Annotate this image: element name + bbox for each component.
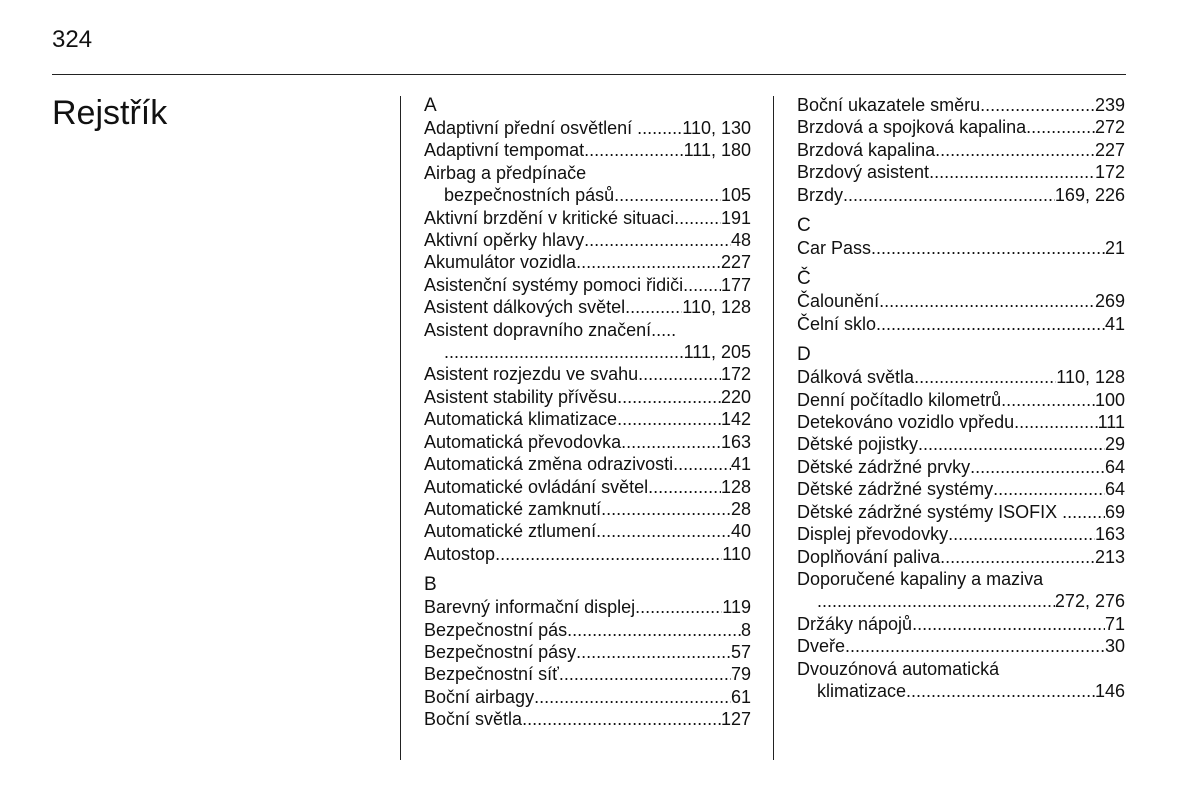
index-term: Dálková světla bbox=[797, 367, 915, 388]
index-pages: 146 bbox=[1094, 680, 1125, 701]
leader-dots bbox=[584, 229, 731, 251]
index-term: Bezpečnostní pásy bbox=[424, 641, 577, 662]
page-number: 324 bbox=[52, 26, 93, 53]
leader-dots bbox=[614, 184, 721, 206]
index-pages: 41 bbox=[1104, 313, 1125, 334]
index-term: Bezpečnostní síť bbox=[424, 664, 559, 685]
index-entry bbox=[797, 635, 1125, 657]
index-term: Dětské zádržné systémy ISOFIX . bbox=[797, 501, 1068, 522]
index-term: Brzdový asistent bbox=[797, 162, 930, 183]
index-term: Boční ukazatele směru bbox=[797, 95, 981, 115]
leader-dots bbox=[635, 596, 722, 618]
index-entry bbox=[424, 386, 751, 408]
leader-dots bbox=[642, 117, 682, 139]
page-title: Rejstřík bbox=[52, 94, 168, 132]
index-term: Brzdová kapalina bbox=[797, 139, 936, 160]
index-pages: 111, 180 bbox=[683, 140, 751, 161]
index-term: Denní počítadlo kilometrů bbox=[797, 389, 1002, 410]
column-divider-right bbox=[773, 96, 774, 760]
index-entry bbox=[424, 663, 751, 685]
leader-dots bbox=[1026, 116, 1095, 138]
section-letter: C bbox=[797, 215, 811, 237]
index-pages: 163 bbox=[1094, 524, 1125, 545]
leader-dots bbox=[929, 161, 1095, 183]
leader-dots bbox=[912, 613, 1105, 635]
section-letter: B bbox=[424, 574, 437, 596]
index-entry bbox=[424, 117, 751, 139]
index-term: Dětské zádržné prvky bbox=[797, 456, 971, 477]
index-term: Brzdy bbox=[797, 184, 844, 205]
index-term: Držáky nápojů bbox=[797, 613, 913, 634]
leader-dots bbox=[495, 543, 722, 565]
index-entry: Dvouzónová automatická bbox=[797, 658, 1000, 679]
leader-dots bbox=[993, 478, 1105, 500]
leader-dots bbox=[843, 184, 1055, 206]
leader-dots bbox=[625, 296, 682, 318]
index-entry bbox=[424, 708, 751, 730]
index-pages: 21 bbox=[1104, 238, 1125, 259]
index-pages: 61 bbox=[730, 686, 751, 707]
index-entry bbox=[797, 456, 1125, 478]
index-pages: 28 bbox=[730, 498, 751, 519]
index-term: Displej převodovky bbox=[797, 524, 949, 545]
leader-dots bbox=[679, 207, 721, 229]
index-term: Asistent dálkových světel bbox=[424, 297, 626, 318]
leader-dots bbox=[673, 453, 731, 475]
index-entry bbox=[797, 680, 1125, 702]
index-entry bbox=[797, 546, 1125, 568]
leader-dots bbox=[914, 366, 1056, 388]
index-term: Dveře bbox=[797, 636, 846, 657]
leader-dots bbox=[1067, 501, 1105, 523]
index-entry: Asistent dopravního značení..... bbox=[424, 319, 677, 340]
index-pages: 269 bbox=[1094, 291, 1125, 312]
index-term: klimatizace bbox=[817, 680, 907, 701]
index-term: Adaptivní přední osvětlení . bbox=[424, 118, 643, 138]
index-entry bbox=[797, 290, 1125, 312]
index-entry bbox=[797, 478, 1125, 500]
index-entry bbox=[797, 184, 1125, 206]
index-pages: 110, 128 bbox=[682, 297, 751, 318]
index-pages: 227 bbox=[1094, 139, 1125, 160]
index-entry bbox=[424, 229, 751, 251]
index-term: Doplňování paliva bbox=[797, 546, 941, 567]
index-pages: 110 bbox=[722, 543, 751, 564]
index-pages: 142 bbox=[720, 409, 751, 430]
leader-dots bbox=[1014, 411, 1097, 433]
index-entry bbox=[424, 543, 751, 565]
leader-dots bbox=[876, 313, 1105, 335]
index-term: Car Pass bbox=[797, 238, 872, 259]
leader-dots bbox=[683, 274, 721, 296]
index-pages: 272 bbox=[1094, 117, 1125, 138]
leader-dots bbox=[559, 663, 731, 685]
leader-dots bbox=[584, 139, 684, 161]
index-term: Boční světla bbox=[424, 709, 523, 730]
section-letter: D bbox=[797, 344, 811, 366]
index-term: Dětské pojistky bbox=[797, 434, 919, 455]
leader-dots bbox=[567, 619, 741, 641]
leader-dots bbox=[601, 498, 731, 520]
index-entry bbox=[797, 116, 1125, 138]
index-entry bbox=[424, 498, 751, 520]
index-term: Adaptivní tempomat bbox=[424, 140, 585, 161]
index-term: Čelní sklo bbox=[797, 313, 877, 334]
index-entry bbox=[797, 139, 1125, 161]
column-divider-left bbox=[400, 96, 401, 760]
index-pages: 64 bbox=[1104, 456, 1125, 477]
index-entry: Airbag a předpínače bbox=[424, 162, 587, 183]
index-entry bbox=[424, 431, 751, 453]
leader-dots bbox=[871, 237, 1105, 259]
index-entry bbox=[797, 237, 1125, 259]
index-entry bbox=[424, 363, 751, 385]
index-entry bbox=[424, 476, 751, 498]
index-entry bbox=[424, 139, 751, 161]
leader-dots bbox=[648, 476, 721, 498]
index-pages: 128 bbox=[720, 476, 751, 497]
index-term: Automatické zamknutí bbox=[424, 498, 602, 519]
index-entry bbox=[797, 94, 1125, 116]
index-pages: 163 bbox=[720, 431, 751, 452]
index-term: Dětské zádržné systémy bbox=[797, 479, 994, 500]
leader-dots bbox=[1001, 389, 1095, 411]
index-term: Automatické ovládání světel bbox=[424, 476, 649, 497]
index-pages: 48 bbox=[730, 230, 751, 251]
leader-dots bbox=[879, 290, 1095, 312]
leader-dots bbox=[817, 590, 1055, 612]
leader-dots bbox=[621, 431, 721, 453]
index-column-1 bbox=[424, 94, 751, 731]
index-entry bbox=[424, 274, 751, 296]
index-pages: 177 bbox=[720, 274, 751, 295]
index-pages: 79 bbox=[730, 664, 751, 685]
leader-dots bbox=[534, 686, 731, 708]
index-entry bbox=[424, 251, 751, 273]
index-term: Asistent rozjezdu ve svahu bbox=[424, 364, 639, 385]
section-letter: Č bbox=[797, 268, 811, 290]
leader-dots bbox=[940, 546, 1095, 568]
index-term: Asistent stability přívěsu bbox=[424, 386, 618, 407]
leader-dots bbox=[845, 635, 1105, 657]
index-term: Aktivní opěrky hlavy bbox=[424, 230, 585, 251]
index-pages: 41 bbox=[730, 454, 751, 475]
index-pages: 111 bbox=[1097, 412, 1125, 433]
index-pages: 69 bbox=[1104, 501, 1125, 522]
index-term: Aktivní brzdění v kritické situaci. bbox=[424, 207, 680, 228]
leader-dots bbox=[576, 251, 721, 273]
index-entry bbox=[424, 453, 751, 475]
index-pages: 127 bbox=[720, 709, 751, 730]
leader-dots bbox=[444, 341, 684, 363]
leader-dots bbox=[638, 363, 721, 385]
index-entry bbox=[797, 501, 1125, 523]
section-letter: A bbox=[424, 95, 437, 116]
leader-dots bbox=[935, 139, 1095, 161]
index-pages: 100 bbox=[1094, 389, 1125, 410]
leader-dots bbox=[906, 680, 1095, 702]
header-rule bbox=[52, 74, 1126, 75]
index-pages: 119 bbox=[722, 597, 751, 618]
index-term: Automatická převodovka bbox=[424, 431, 622, 452]
index-term: Detekováno vozidlo vpředu bbox=[797, 412, 1015, 433]
leader-dots bbox=[948, 523, 1095, 545]
index-pages: 172 bbox=[720, 364, 751, 385]
index-pages: 110, 128 bbox=[1056, 367, 1125, 388]
index-term: bezpečnostních pásů bbox=[444, 185, 615, 206]
index-pages: 220 bbox=[720, 386, 751, 407]
index-entry bbox=[424, 341, 751, 363]
index-pages: 71 bbox=[1104, 613, 1125, 634]
index-entry: Doporučené kapaliny a maziva bbox=[797, 568, 1044, 589]
index-pages: 40 bbox=[730, 521, 751, 542]
index-pages: 169, 226 bbox=[1054, 184, 1125, 205]
index-term: Akumulátor vozidla bbox=[424, 252, 577, 273]
index-entry bbox=[797, 389, 1125, 411]
index-entry bbox=[424, 184, 751, 206]
index-entry bbox=[797, 590, 1125, 612]
leader-dots bbox=[970, 456, 1105, 478]
index-entry bbox=[797, 161, 1125, 183]
index-entry bbox=[424, 296, 751, 318]
index-entry bbox=[797, 366, 1125, 388]
index-entry bbox=[797, 411, 1125, 433]
index-term: Automatická změna odrazivosti bbox=[424, 454, 674, 475]
index-pages: 105 bbox=[720, 185, 751, 206]
index-pages: 64 bbox=[1104, 479, 1125, 500]
leader-dots bbox=[522, 708, 721, 730]
index-entry bbox=[797, 523, 1125, 545]
index-entry bbox=[424, 207, 751, 229]
index-pages: 191 bbox=[720, 207, 751, 228]
index-pages: 213 bbox=[1094, 546, 1125, 567]
index-term: Barevný informační displej bbox=[424, 597, 636, 618]
leader-dots bbox=[980, 94, 1095, 116]
index-entry bbox=[797, 433, 1125, 455]
index-entry bbox=[424, 520, 751, 542]
index-pages: 8 bbox=[740, 619, 751, 640]
index-entry bbox=[424, 408, 751, 430]
index-pages: 111, 205 bbox=[683, 342, 751, 363]
leader-dots bbox=[617, 386, 721, 408]
index-term: Bezpečnostní pás bbox=[424, 619, 568, 640]
index-term: Autostop bbox=[424, 543, 496, 564]
index-entry bbox=[424, 619, 751, 641]
index-pages: 110, 130 bbox=[682, 118, 751, 138]
index-pages: 29 bbox=[1104, 434, 1125, 455]
leader-dots bbox=[576, 641, 731, 663]
index-term: Asistenční systémy pomoci řidiči bbox=[424, 274, 684, 295]
index-entry bbox=[424, 686, 751, 708]
index-entry bbox=[424, 596, 751, 618]
index-term: Automatická klimatizace bbox=[424, 409, 618, 430]
index-term: Brzdová a spojková kapalina bbox=[797, 117, 1027, 138]
index-column-2 bbox=[797, 94, 1125, 702]
index-term: Boční airbagy bbox=[424, 686, 535, 707]
leader-dots bbox=[918, 433, 1105, 455]
index-term: Čalounění bbox=[797, 291, 880, 312]
index-entry bbox=[797, 313, 1125, 335]
index-pages: 239 bbox=[1094, 95, 1125, 115]
index-entry bbox=[424, 641, 751, 663]
leader-dots bbox=[596, 520, 731, 542]
index-pages: 272, 276 bbox=[1054, 591, 1125, 612]
index-pages: 172 bbox=[1094, 162, 1125, 183]
index-entry bbox=[797, 613, 1125, 635]
index-pages: 57 bbox=[730, 641, 751, 662]
leader-dots bbox=[617, 408, 721, 430]
index-term: Automatické ztlumení bbox=[424, 521, 597, 542]
index-pages: 30 bbox=[1104, 636, 1125, 657]
index-pages: 227 bbox=[720, 252, 751, 273]
